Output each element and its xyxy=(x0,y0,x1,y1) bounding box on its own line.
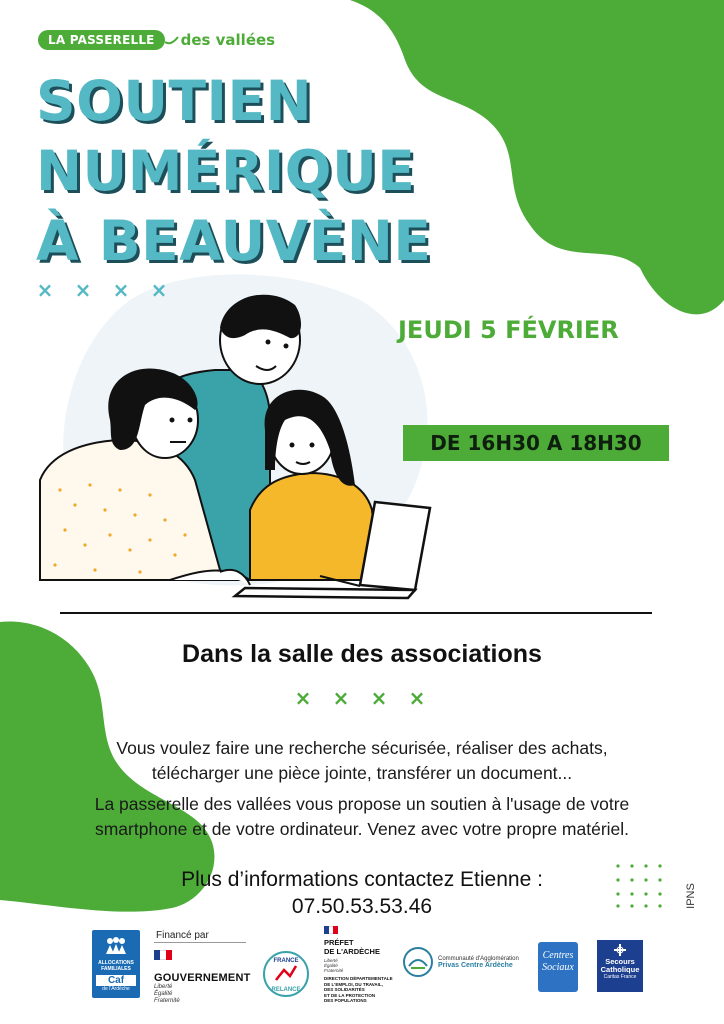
secours-catholique-logo xyxy=(597,940,643,992)
secours-line-1: Secours xyxy=(605,957,635,966)
financed-by-rule xyxy=(154,942,246,944)
agglo-line-2: Privas Centre Ardèche xyxy=(438,961,513,969)
ipns-mark xyxy=(684,878,704,918)
woman-right-figure xyxy=(250,390,380,580)
french-flag-icon xyxy=(324,926,338,934)
people-at-laptop-illustration xyxy=(20,280,440,610)
gouv-motto-1: Liberté xyxy=(154,984,173,990)
secours-line-2: Catholique xyxy=(600,965,640,974)
caf-line-1: ALLOCATIONS xyxy=(98,960,134,966)
cross-emblem-icon xyxy=(613,943,627,957)
brand-tail: des vallées xyxy=(180,31,276,49)
relance-bottom-text: RELANCE xyxy=(271,987,301,993)
cross-icon: × xyxy=(332,686,350,710)
brand-logo xyxy=(38,30,275,50)
french-flag-icon xyxy=(154,950,172,960)
gouv-motto-3: Fraternité xyxy=(154,998,180,1004)
brand-hook-icon xyxy=(165,33,179,47)
cross-icon: × xyxy=(150,278,168,302)
caf-sub: de l'Ardèche xyxy=(102,986,130,992)
description-line: smartphone et de votre ordinateur. Venez avec votre propre matériel. xyxy=(94,819,630,839)
financed-by-label: Financé par xyxy=(156,930,209,941)
prefet-line-2: DE L'ARDÈCHE xyxy=(324,947,380,956)
prefet-motto-1: Liberté xyxy=(324,958,338,963)
event-date: JEUDI 5 FÉVRIER xyxy=(398,316,619,344)
prefet-sub-3: DES SOLIDARITÉS xyxy=(324,987,365,992)
description-line: Vous voulez faire une recherche sécurisée, réaliser des achats, xyxy=(116,738,608,758)
agglo-privas-logo xyxy=(402,946,519,978)
prefet-sub-2: DE L'EMPLOI, DU TRAVAIL, xyxy=(324,981,383,987)
title-line-2: NUMÉRIQUE xyxy=(36,139,416,203)
brand-pill: LA PASSERELLE xyxy=(38,30,165,50)
dot-grid-decoration xyxy=(614,862,664,908)
france-relance-logo xyxy=(262,950,310,998)
relance-top-text: FRANCE xyxy=(273,958,299,964)
prefet-sub-1: DIRECTION DÉPARTEMENTALE xyxy=(324,976,393,981)
sponsor-logos xyxy=(0,924,724,1024)
cross-icon: × xyxy=(370,686,388,710)
agglo-line-1: Communauté d'Agglomération xyxy=(438,955,519,962)
gouvernement-name: GOUVERNEMENT xyxy=(154,972,251,984)
centres-line-1: Centres xyxy=(542,950,574,961)
divider-line xyxy=(60,612,652,614)
cross-icon: × xyxy=(74,278,92,302)
caf-name: Caf xyxy=(96,975,136,986)
title-line-1: SOUTIEN xyxy=(36,69,313,133)
venue-heading: Dans la salle des associations xyxy=(182,640,542,668)
description-paragraph-1 xyxy=(40,736,684,786)
prefet-motto-3: Fraternité xyxy=(324,968,344,973)
centres-line-2: Sociaux xyxy=(542,962,574,973)
secours-line-3: Caritas France xyxy=(603,974,637,980)
description-line: télécharger une pièce jointe, transférer un document... xyxy=(151,763,573,783)
centres-sociaux-logo xyxy=(538,942,578,992)
main-title xyxy=(36,66,431,276)
decorative-crosses-middle xyxy=(292,688,428,708)
prefet-line-1: PRÉFET xyxy=(324,938,354,947)
title-line-3: À BEAUVÈNE xyxy=(36,209,432,273)
decorative-crosses-top xyxy=(34,280,170,300)
cross-icon: × xyxy=(408,686,426,710)
prefet-motto-2: Égalité xyxy=(324,963,338,968)
ipns-text: IPNS xyxy=(684,883,697,909)
cross-icon: × xyxy=(294,686,312,710)
cross-icon: × xyxy=(36,278,54,302)
description-paragraph-2 xyxy=(40,792,684,842)
event-time-box: DE 16H30 A 18H30 xyxy=(403,425,669,461)
cross-icon: × xyxy=(112,278,130,302)
prefet-sub-5: DES POPULATIONS xyxy=(324,998,367,1003)
gouv-motto-2: Égalité xyxy=(154,991,173,997)
prefet-ardeche-logo xyxy=(324,926,398,1004)
gouvernement-logo xyxy=(154,950,254,1005)
contact-line: Plus d’informations contactez Etienne : xyxy=(181,868,543,891)
caf-line-2: FAMILIALES xyxy=(101,966,131,972)
prefet-sub-4: ET DE LA PROTECTION xyxy=(324,992,376,998)
family-icon xyxy=(104,936,128,956)
caf-logo xyxy=(92,930,140,998)
agglo-emblem-icon xyxy=(402,946,434,978)
description-line: La passerelle des vallées vous propose un soutien à l'usage de votre xyxy=(94,794,630,814)
contact-phone: 07.50.53.53.46 xyxy=(291,895,433,918)
